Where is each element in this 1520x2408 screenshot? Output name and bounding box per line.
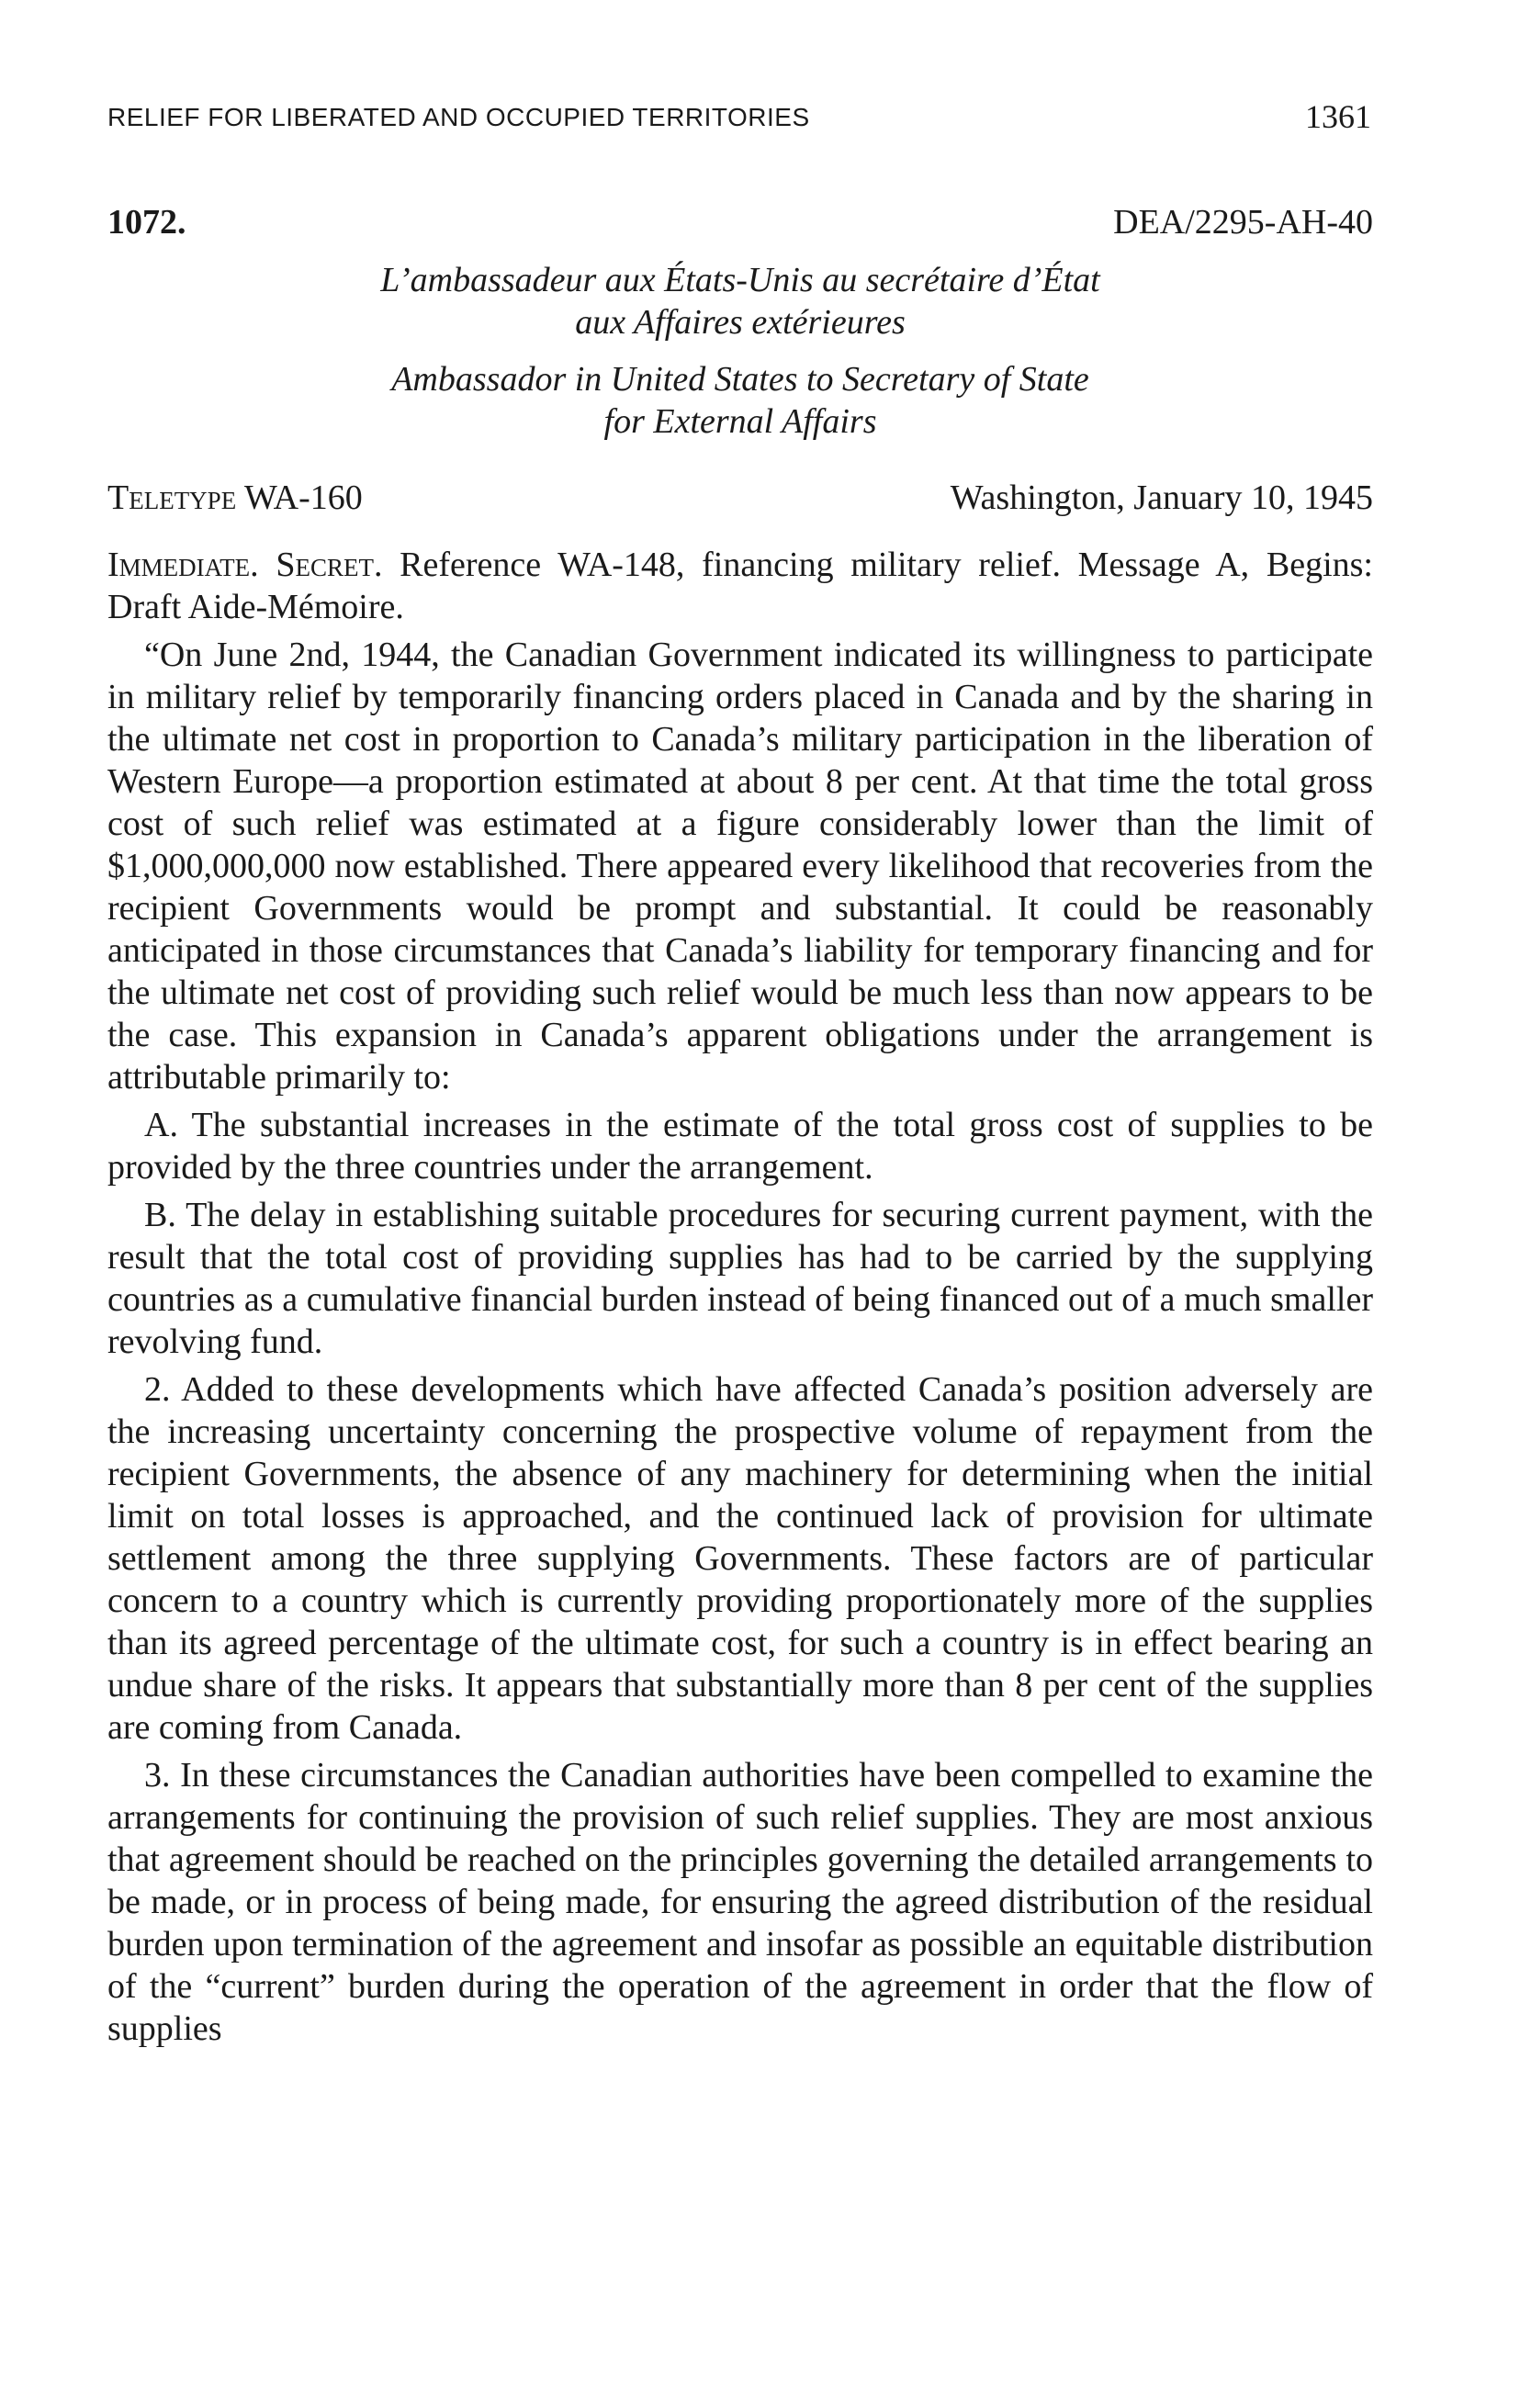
paragraph-a: A. The substantial increases in the estimate of the total gross cost of supplies to be provided by the three countries under the arrangement. — [107, 1106, 1373, 1187]
teletype-number: Teletype WA-160 — [107, 478, 363, 517]
document-number: 1072. — [107, 203, 186, 242]
paragraph-b: B. The delay in establishing suitable procedures for securing current payment, with the result that the total cost of providing supplies has had to be carried by the supplying countries as a cumulative financial burden instead of being financed out of a much smaller revolving fund. — [107, 1196, 1373, 1361]
heading-french — [107, 259, 1373, 343]
intro-paragraph — [107, 544, 1373, 628]
intro-text: Reference WA-148, financing military relief. Message A, Begins: Draft Aide-Mémoire. — [107, 546, 1373, 626]
place-date: Washington, January 10, 1945 — [950, 478, 1373, 517]
paragraph-2: 2. Added to these developments which have affected Canada’s position adversely are the increasing uncertainty concerning the prospective volume of repayment from the recipient Governments, the absence of any machinery for determining when the initial limit on total losses is approached, and the continued lack of provision for ultimate settlement among the three supplying Governments. These factors are of particular concern to a country which is currently providing proportionately more of the supplies than its agreed percentage of the ultimate cost, for such a country is in effect bearing an undue share of the risks. It appears that substantially more than 8 per cent of the supplies are coming from Canada. — [107, 1370, 1373, 1747]
running-head: RELIEF FOR LIBERATED AND OCCUPIED TERRITORIES — [107, 103, 810, 131]
page-number: 1361 — [1305, 98, 1371, 135]
paragraph-1: “On June 2nd, 1944, the Canadian Government indicated its willingness to participate in military relief by temporarily financing orders placed in Canada and by the sharing in the ultimate net cost in proportion to Canada’s military participation in the liberation of Western Europe—a proportion estimated at about 8 per cent. At that time the total gross cost of such relief was estimated at a figure considerably lower than the limit of $1,000,000,000 now established. There appeared every likelihood that recoveries from the recipient Governments would be prompt and substantial. It could be reasonably anticipated in those circumstances that Canada’s liability for temporary financing and for the ultimate net cost of providing such relief would be much less than now appears to be the case. This expansion in Canada’s apparent obligations under the arrangement is attributable primarily to: — [107, 636, 1373, 1097]
heading-english — [107, 358, 1373, 443]
paragraph-3: 3. In these circumstances the Canadian authorities have been compelled to examine the arrangements for continuing the provision of such relief supplies. They are most anxious that agreement should be reached on the principles governing the detailed arrangements to be made, or in process of being made, for ensuring the agreed distribution of the residual burden upon termination of the agreement and insofar as possible an equitable distribution of the “current” burden during the operation of the agreement in order that the flow of supplies — [107, 1756, 1373, 2048]
heading-french-line2: aux Affaires extérieures — [575, 303, 906, 342]
file-reference: DEA/2295-AH-40 — [1113, 203, 1373, 242]
heading-english-line1: Ambassador in United States to Secretary of State — [391, 360, 1089, 399]
heading-french-line1: L’ambassadeur aux États-Unis au secrétaire d’État — [380, 261, 1100, 299]
classification-marking: Immediate. Secret. — [107, 546, 383, 584]
document-body — [107, 544, 1373, 2055]
heading-english-line2: for External Affairs — [603, 402, 877, 441]
